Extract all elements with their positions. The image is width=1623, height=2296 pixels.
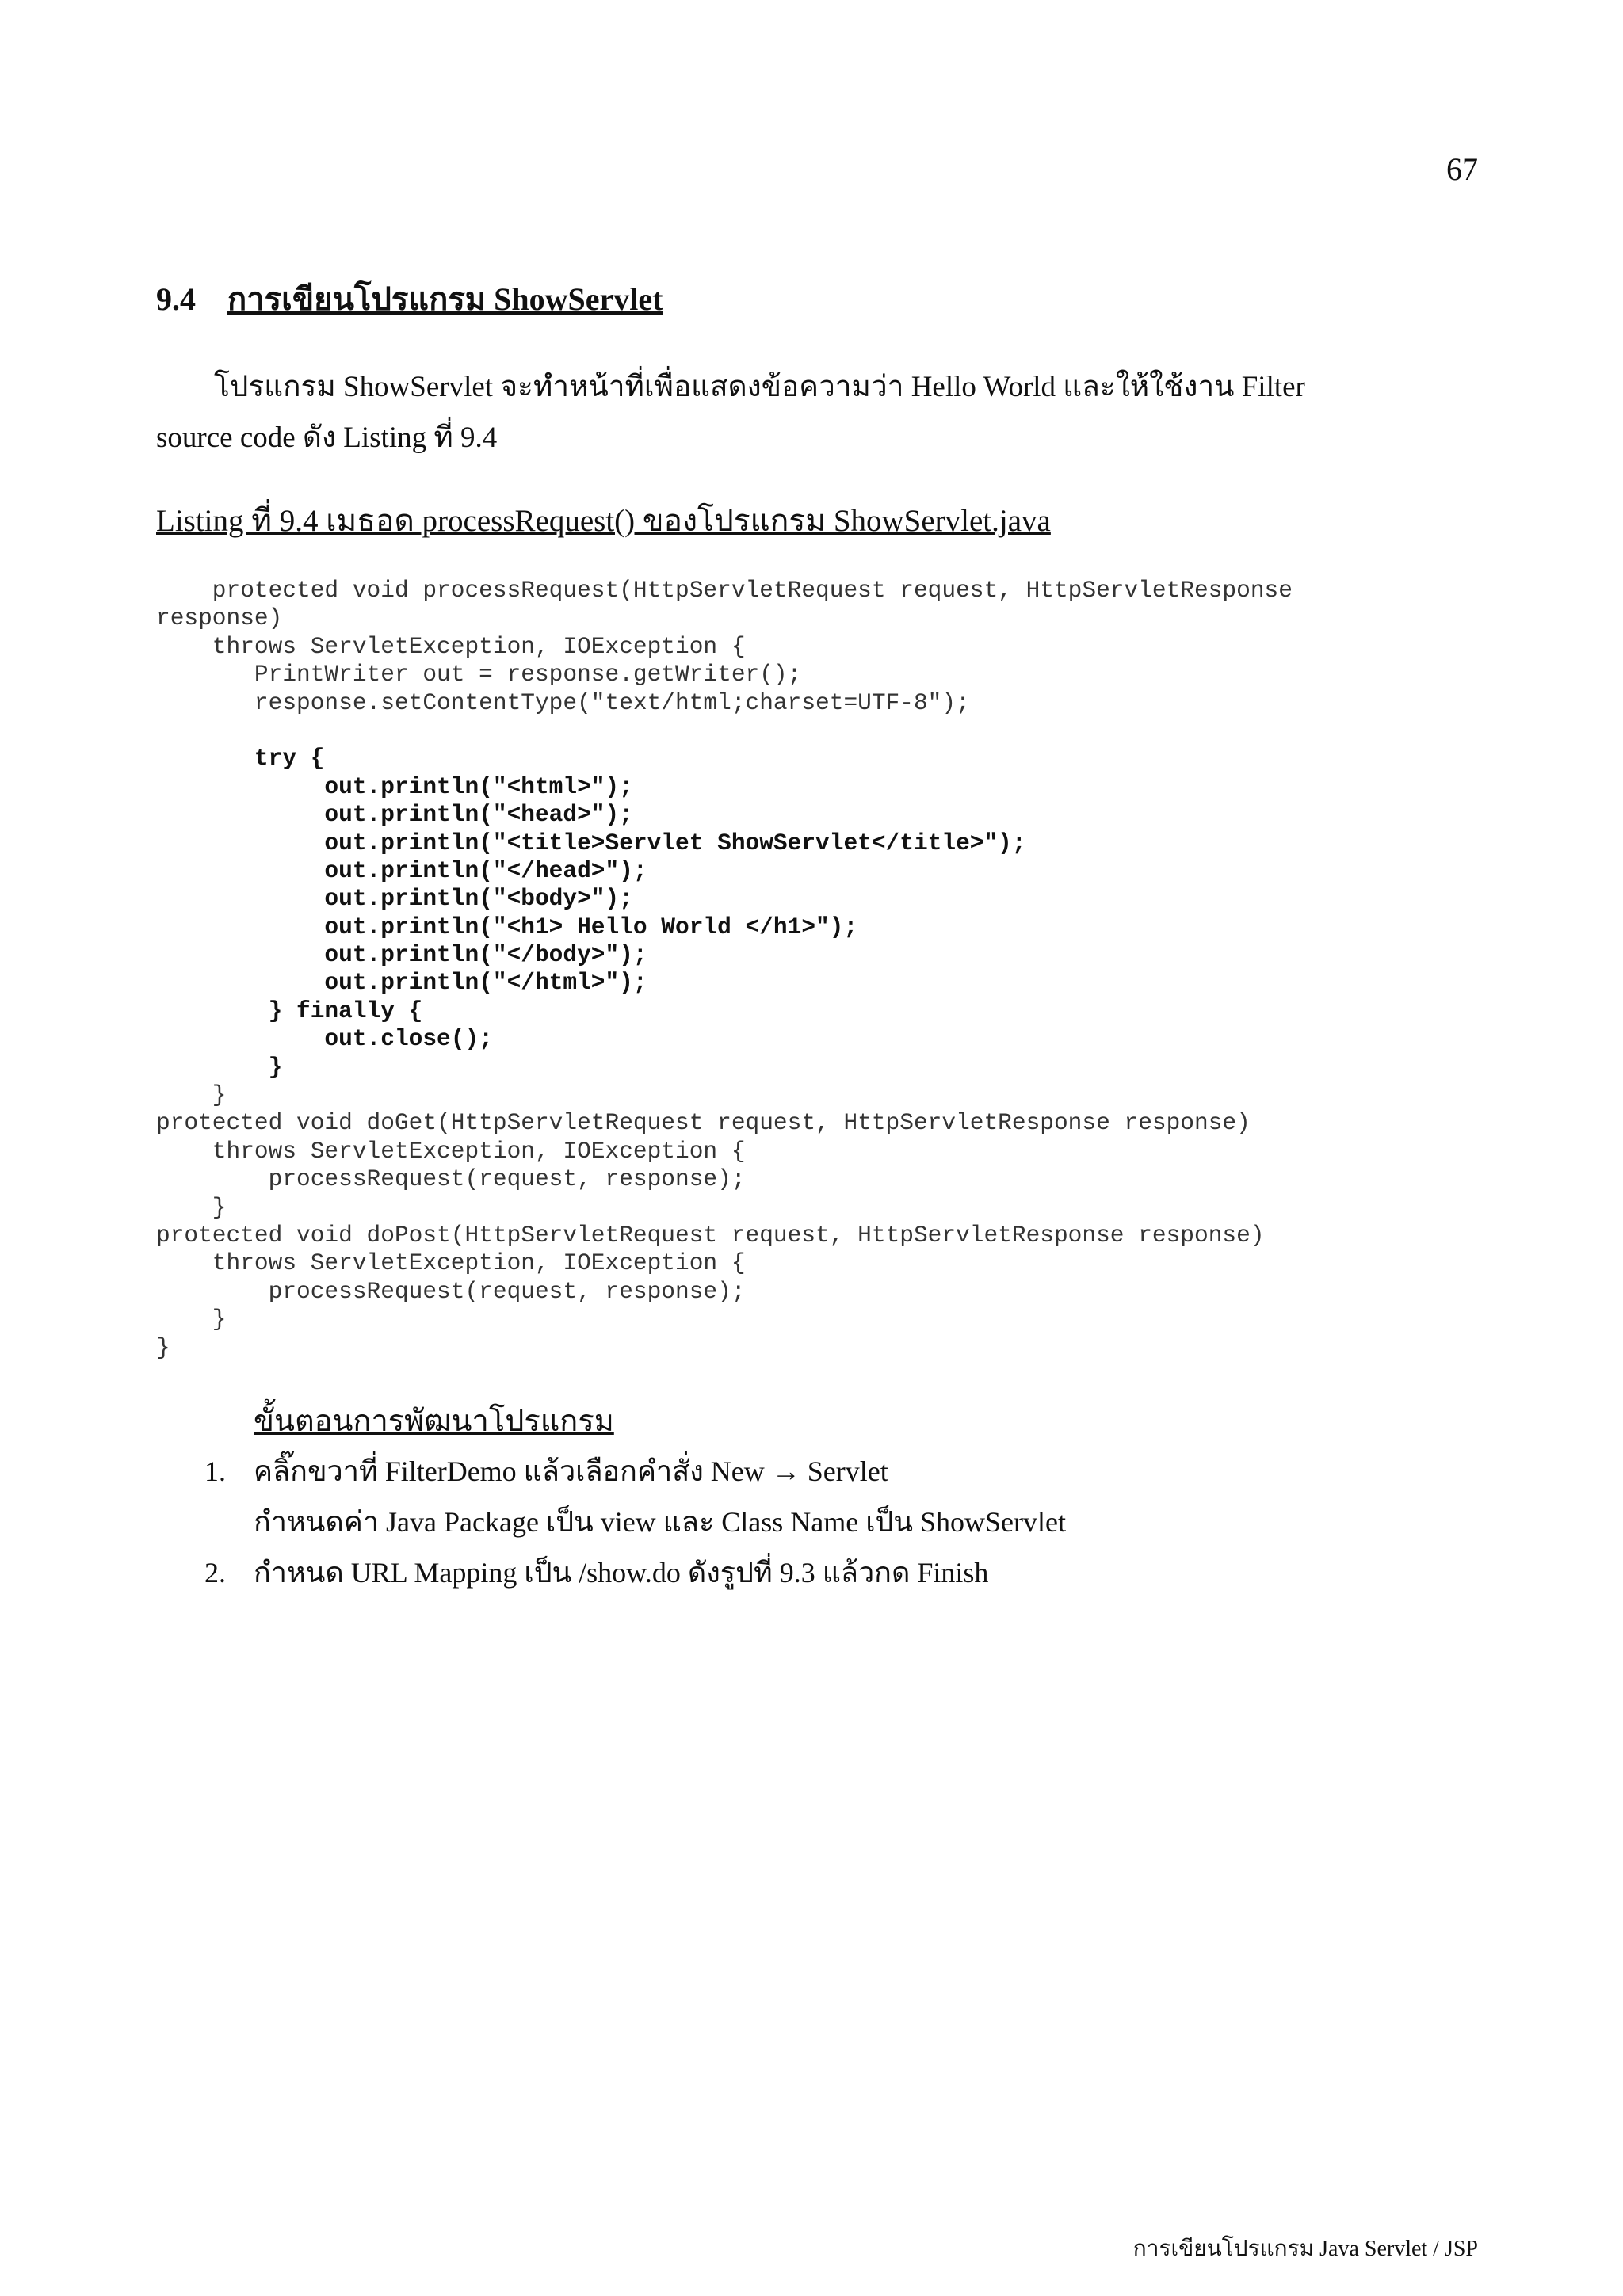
steps-heading: ขั้นตอนการพัฒนาโปรแกรม (254, 1405, 614, 1438)
code-line: throws ServletException, IOException { (156, 632, 746, 660)
code-line: protected void doGet(HttpServletRequest request, HttpServletResponse response) (156, 1109, 1251, 1137)
code-line: out.println("<body>"); (156, 885, 633, 913)
code-line: PrintWriter out = response.getWriter(); (156, 661, 802, 688)
page-footer: การเขียนโปรแกรม Java Servlet / JSP (1132, 2237, 1478, 2261)
code-line: protected void doPost(HttpServletRequest request, HttpServletResponse response) (156, 1221, 1265, 1249)
page-number: 67 (1446, 151, 1478, 187)
code-line: processRequest(request, response); (156, 1165, 746, 1193)
code-line: response) (156, 605, 283, 632)
code-line: out.close(); (156, 1025, 493, 1053)
section-number: 9.4 (156, 281, 196, 317)
step-1 (204, 1448, 888, 1493)
code-line: } (156, 1193, 227, 1221)
code-line: out.println("<h1> Hello World </h1>"); (156, 913, 858, 940)
code-line: } finally { (156, 997, 423, 1024)
step-2 (204, 1550, 988, 1595)
code-line: out.println("</body>"); (156, 941, 647, 969)
code-line: out.println("<title>Servlet ShowServlet</title>"); (156, 829, 1026, 856)
step-1-number: 1. (204, 1455, 226, 1487)
code-line: } (156, 1333, 170, 1361)
code-line (156, 717, 1293, 745)
section-title: การเขียนโปรแกรม ShowServlet (227, 281, 663, 317)
code-line: out.println("<html>"); (156, 772, 633, 800)
step-2-number: 2. (204, 1557, 226, 1589)
step-1-text: คลิ๊กขวาที่ FilterDemo แล้วเลือกคำสั่ง New → Servlet (254, 1455, 888, 1487)
code-line: } (156, 1306, 227, 1333)
code-line: } (156, 1081, 227, 1109)
intro-line-1: โปรแกรม ShowServlet จะทำหน้าที่เพื่อแสดงข้อความว่า Hello World และให้ใช้งาน Filter (214, 371, 1305, 403)
code-line: out.println("<head>"); (156, 801, 633, 829)
step-1-continuation: กำหนดค่า Java Package เป็น view และ Class Name เป็น ShowServlet (254, 1506, 1066, 1538)
code-listing (156, 577, 1293, 1362)
code-line: throws ServletException, IOException { (156, 1249, 746, 1277)
code-line: throws ServletException, IOException { (156, 1137, 746, 1165)
listing-caption: Listing ที่ 9.4 เมธอด processRequest() ของโปรแกรม ShowServlet.java (156, 504, 1051, 538)
code-line: } (156, 1053, 283, 1081)
code-line: processRequest(request, response); (156, 1277, 746, 1305)
section-heading (156, 273, 663, 324)
intro-line-2: source code ดัง Listing ที่ 9.4 (156, 421, 498, 454)
code-line: protected void processRequest(HttpServletRequest request, HttpServletResponse (156, 577, 1293, 604)
code-line: try { (156, 745, 325, 772)
step-2-text: กำหนด URL Mapping เป็น /show.do ดังรูปที่ 9.3 แล้วกด Finish (254, 1557, 989, 1589)
code-line: response.setContentType("text/html;charset=UTF-8"); (156, 688, 970, 716)
code-line: out.println("</html>"); (156, 969, 647, 997)
code-line: out.println("</head>"); (156, 856, 647, 884)
